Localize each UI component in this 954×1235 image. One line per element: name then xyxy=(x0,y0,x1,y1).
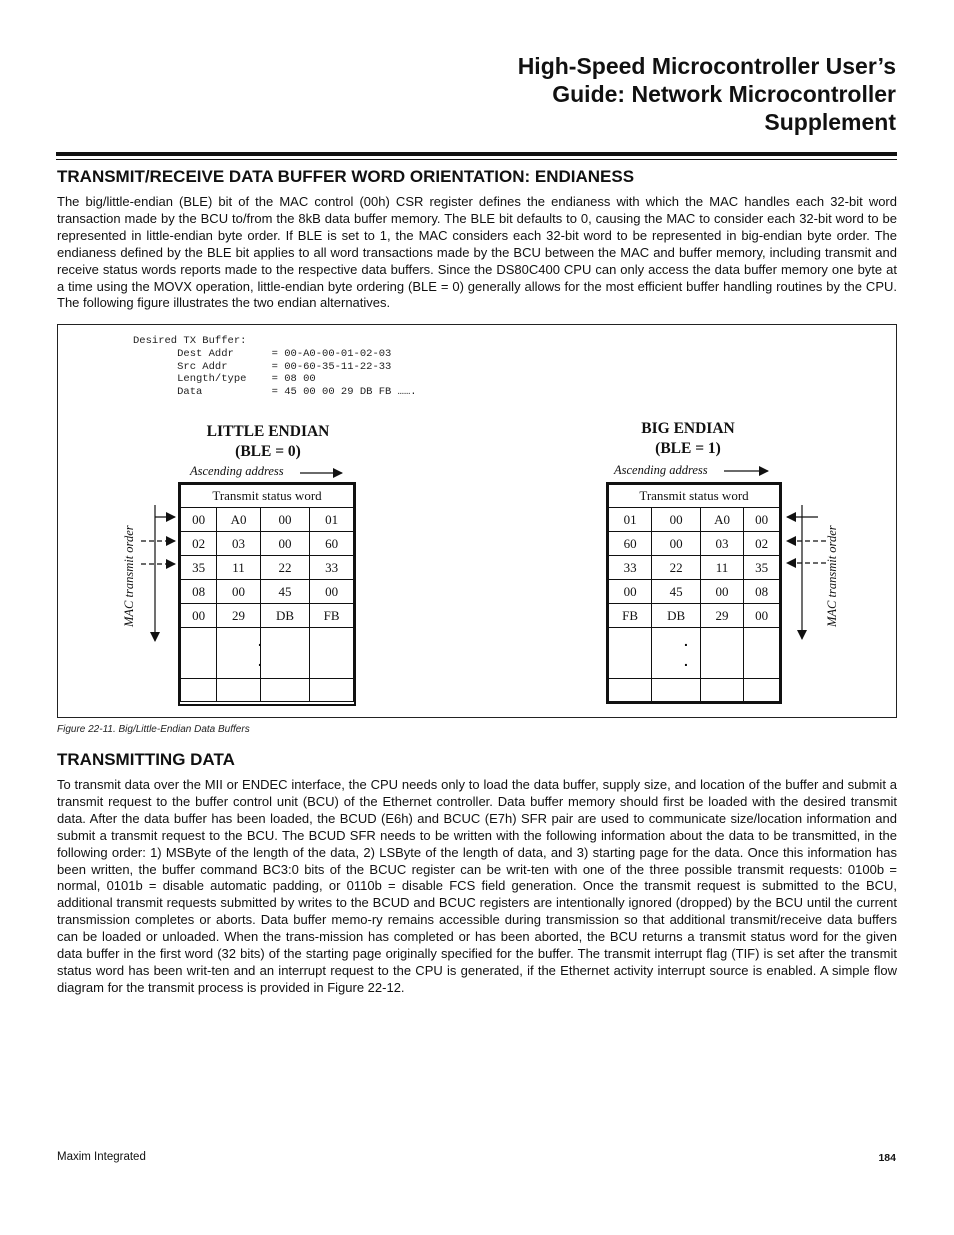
code-line: Dest Addr = 00-A0-00-01-02-03 xyxy=(133,347,392,360)
footer-company: Maxim Integrated xyxy=(57,1151,146,1163)
section-paragraph-transmitting: To transmit data over the MII or ENDEC interface, the CPU needs only to load the data buffer, supply size, and location of the buffer and submit a transmit request to the buffer control unit (BCU) of the Ethernet controller. Data buffer memory should first be loaded with the desired transmit data. After the data buffer has been loaded, the BCUD (E6h) and BCUC (E7h) SFR pair are used to communicate size/location information and submit a transmit request to the BCU. The BCUD SFR needs to be written with the following information about the data to be transmitted, in the following order: 1) MSByte of the length of the data, 2) LSByte of the length of data, and 3) starting page for the data. Once this information has been written, the buffer command BC3:0 bits of the BCUC register can be writ-ten with one of the three possible transmit requests: 0100b = normal, 0101b = disable automatic padding, or 0110b = disable FCS field generation. Once the transmit request is submitted to the BCU, additional transmit requests submitted by writes to the BCUD and BCUC registers are intentionally ignored (dropped) by the BCU until the current transmission completes or aborts. Data buffer memo-ry remains accessible during transmission so that additional transmit/receive data buffers can be loaded or unloaded. When the trans-mission has completed or has been aborted, the BCU returns a transmit status word for the given data buffer in the first word (32 bits) of the starting page originally specified for the buffer. The transmit interrupt flag (TIF) is set after the transmit status word has been writ-ten and an interrupt request to the CPU is generated, if the Ethernet activity interrupt source is enabled. A simple flow diagram for the transmit process is provided in Figure 22-12. xyxy=(57,777,897,995)
title-line-3: Supplement xyxy=(764,109,896,135)
big-status-word: Transmit status word xyxy=(609,485,780,508)
cell: 01 xyxy=(609,508,652,532)
cell: A0 xyxy=(217,508,261,532)
cell: DB xyxy=(260,604,309,628)
little-status-word: Transmit status word xyxy=(181,485,354,508)
dot: . xyxy=(684,633,688,649)
title-line-2: Guide: Network Microcontroller xyxy=(552,81,896,107)
code-line: Length/type = 08 00 xyxy=(133,373,316,386)
dot: . xyxy=(258,633,262,649)
cell: 60 xyxy=(310,532,354,556)
cell: 00 xyxy=(652,508,701,532)
cell: 01 xyxy=(310,508,354,532)
big-mac-transmit-order: MAC transmit order xyxy=(825,525,839,627)
code-line: Data = 45 00 00 29 DB FB ……. xyxy=(133,386,417,399)
little-ascending-address: Ascending address xyxy=(190,464,284,478)
cell: 00 xyxy=(181,508,217,532)
cell: 00 xyxy=(310,580,354,604)
header-rule-thick xyxy=(56,152,897,156)
cell: 45 xyxy=(652,580,701,604)
cell: 22 xyxy=(652,556,701,580)
cell: 02 xyxy=(744,532,780,556)
cell: 33 xyxy=(310,556,354,580)
cell: DB xyxy=(652,604,701,628)
cell: 03 xyxy=(217,532,261,556)
cell: 29 xyxy=(217,604,261,628)
code-line: Desired TX Buffer: xyxy=(133,335,247,347)
cell: 33 xyxy=(609,556,652,580)
little-endian-ble: (BLE = 0) xyxy=(235,443,301,460)
cell: A0 xyxy=(700,508,743,532)
section-paragraph-endianess: The big/little-endian (BLE) bit of the MAC control (00h) CSR register defines the endianess with which the MAC handles each 32-bit word transaction made by the BCU to/from the 8kB data buffer memory. The BLE bit defaults to 0, causing the MAC to consider each 32-bit word to be represented in little-endian byte order. If BLE is set to 1, the MAC considers each 32-bit word to be represented in big-endian byte order. The endianess defined by the BLE bit applies to all word transactions made by the BCU between the MAC and buffer memory, including transmit and receive status words reports made to the respective data buffers. Since the DS80C400 CPU can only access the data buffer memory one byte at a time using the MOVX operation, little-endian byte ordering (BLE = 0) generally allows for the most efficient buffer handling routines by the CPU. The following figure illustrates the two endian alternatives. xyxy=(57,194,897,311)
big-endian-ble: (BLE = 1) xyxy=(655,440,721,457)
cell: 60 xyxy=(609,532,652,556)
section-title-transmitting: TRANSMITTING DATA xyxy=(57,750,235,769)
cell: FB xyxy=(609,604,652,628)
cell: 03 xyxy=(700,532,743,556)
cell: 00 xyxy=(744,508,780,532)
document-title xyxy=(376,52,896,136)
cell: 00 xyxy=(609,580,652,604)
cell: 29 xyxy=(700,604,743,628)
cell: 02 xyxy=(181,532,217,556)
dot: . xyxy=(684,653,688,669)
cell: 00 xyxy=(652,532,701,556)
cell: FB xyxy=(310,604,354,628)
cell: 00 xyxy=(744,604,780,628)
cell: 00 xyxy=(181,604,217,628)
section-title-endianess: TRANSMIT/RECEIVE DATA BUFFER WORD ORIENTATION: ENDIANESS xyxy=(57,167,635,186)
cell: 22 xyxy=(260,556,309,580)
cell: 11 xyxy=(700,556,743,580)
little-endian-label: LITTLE ENDIAN xyxy=(206,423,330,440)
big-ascending-address: Ascending address xyxy=(614,463,708,477)
figure-endian-buffers xyxy=(57,324,897,718)
title-line-1: High-Speed Microcontroller User’s xyxy=(517,53,896,79)
cell: 35 xyxy=(744,556,780,580)
cell: 35 xyxy=(181,556,217,580)
figure-caption: Figure 22-11. Big/Little-Endian Data Buffers xyxy=(57,724,250,735)
header-rule-thin xyxy=(56,159,897,160)
cell: 08 xyxy=(744,580,780,604)
cell: 00 xyxy=(260,532,309,556)
code-line: Src Addr = 00-60-35-11-22-33 xyxy=(133,360,392,373)
cell: 00 xyxy=(700,580,743,604)
cell: 08 xyxy=(181,580,217,604)
cell: 45 xyxy=(260,580,309,604)
cell: 00 xyxy=(217,580,261,604)
dot: . xyxy=(258,653,262,669)
page-number: 184 xyxy=(878,1152,896,1164)
cell: 11 xyxy=(217,556,261,580)
little-mac-transmit-order: MAC transmit order xyxy=(122,525,136,627)
figure-arrows xyxy=(58,325,898,719)
big-endian-label: BIG ENDIAN xyxy=(641,420,735,437)
cell: 00 xyxy=(260,508,309,532)
